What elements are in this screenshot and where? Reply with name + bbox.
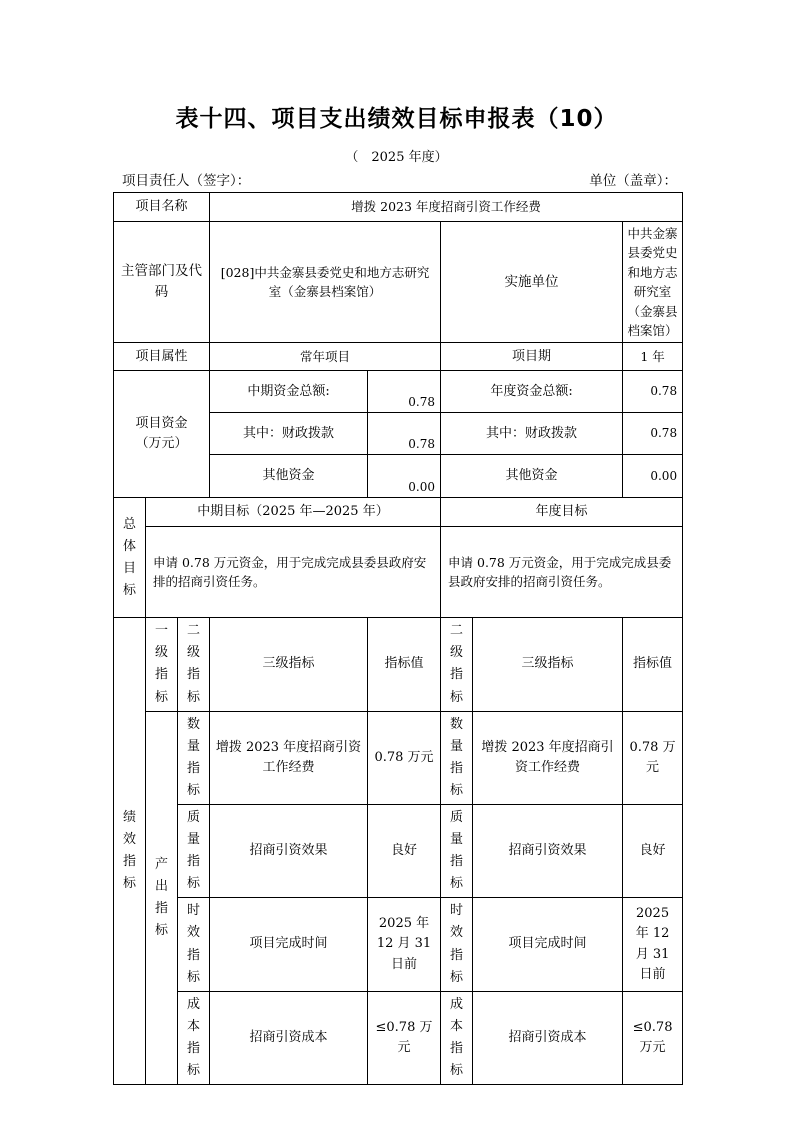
indicator-row (114, 711, 683, 804)
page-title: 表十四、项目支出绩效目标申报表（10） (175, 106, 618, 132)
project-period-value: 1 年 (623, 343, 683, 371)
annual-total-label: 年度资金总额: (441, 371, 623, 413)
goal-header-row (114, 498, 683, 527)
project-attribute-value: 常年项目 (210, 343, 441, 371)
annual-value-cell: 2025 年 12 月 31 日前 (623, 898, 683, 991)
mid-total-row (114, 371, 683, 413)
annual-value-cell: 良好 (623, 805, 683, 898)
annual-level2-cell: 时效指标 (441, 898, 473, 991)
indicator-header-row (114, 618, 683, 711)
annual-fiscal-label: 其中：财政拨款 (441, 413, 623, 455)
output-indicator-label: 产出指标 (146, 711, 178, 1085)
annual-level3-cell: 增拨 2023 年度招商引资工作经费 (473, 711, 623, 804)
goal-text-row (114, 527, 683, 618)
unit-seal-label: 单位（盖章）： (589, 173, 677, 189)
mid-total-label: 中期资金总额: (210, 371, 368, 413)
mid-value-cell: 良好 (368, 805, 441, 898)
mid-level3-cell: 项目完成时间 (210, 898, 368, 991)
mid-level2-cell: 成本指标 (178, 991, 210, 1084)
indicator-row (114, 991, 683, 1084)
level1-header: 一级指标 (146, 618, 178, 711)
mid-level2-header: 二级指标 (178, 618, 210, 711)
annual-level2-header: 二级指标 (441, 618, 473, 711)
annual-level3-cell: 招商引资效果 (473, 805, 623, 898)
annual-level3-cell: 项目完成时间 (473, 898, 623, 991)
project-name-row (114, 193, 683, 222)
project-attribute-label: 项目属性 (114, 343, 210, 371)
mid-level3-cell: 招商引资成本 (210, 991, 368, 1084)
implementing-unit-label: 实施单位 (441, 222, 623, 343)
mid-goal-text: 申请 0.78 万元资金，用于完成完成县委县政府安排的招商引资任务。 (146, 527, 441, 618)
department-value: [028]中共金寨县委党史和地方志研究室（金寨县档案馆） (210, 222, 441, 343)
mid-level2-cell: 数量指标 (178, 711, 210, 804)
department-row (114, 222, 683, 343)
year-line: （ 2025 年度） (345, 150, 448, 165)
annual-fiscal-value: 0.78 (623, 413, 683, 455)
mid-value-cell: 2025 年 12 月 31 日前 (368, 898, 441, 991)
mid-level2-cell: 时效指标 (178, 898, 210, 991)
project-name-label: 项目名称 (114, 193, 210, 222)
mid-level3-header: 三级指标 (210, 618, 368, 711)
mid-other-value: 0.00 (368, 455, 441, 498)
project-period-label: 项目期 (441, 343, 623, 371)
performance-goal-table (113, 192, 683, 1085)
annual-level2-cell: 成本指标 (441, 991, 473, 1084)
attribute-row (114, 343, 683, 371)
annual-other-value: 0.00 (623, 455, 683, 498)
mid-goal-header: 中期目标（2025 年—2025 年） (146, 498, 441, 527)
mid-value-cell: ≤0.78 万元 (368, 991, 441, 1084)
annual-total-value: 0.78 (623, 371, 683, 413)
overall-goal-label: 总体目标 (114, 498, 146, 618)
mid-fiscal-value: 0.78 (368, 413, 441, 455)
annual-indicator-value-header: 指标值 (623, 618, 683, 711)
mid-other-label: 其他资金 (210, 455, 368, 498)
annual-goal-header: 年度目标 (441, 498, 683, 527)
mid-level3-cell: 增拨 2023 年度招商引资工作经费 (210, 711, 368, 804)
mid-total-value: 0.78 (368, 371, 441, 413)
mid-indicator-value-header: 指标值 (368, 618, 441, 711)
department-label: 主管部门及代码 (114, 222, 210, 343)
annual-level3-header: 三级指标 (473, 618, 623, 711)
mid-value-cell: 0.78 万元 (368, 711, 441, 804)
annual-value-cell: ≤0.78 万元 (623, 991, 683, 1084)
implementing-unit-value: 中共金寨县委党史和地方志研究室（金寨县档案馆） (623, 222, 683, 343)
annual-level3-cell: 招商引资成本 (473, 991, 623, 1084)
annual-value-cell: 0.78 万元 (623, 711, 683, 804)
indicator-row (114, 805, 683, 898)
project-name-value: 增拨 2023 年度招商引资工作经费 (210, 193, 683, 222)
annual-other-label: 其他资金 (441, 455, 623, 498)
indicator-row (114, 898, 683, 991)
mid-fiscal-label: 其中：财政拨款 (210, 413, 368, 455)
annual-level2-cell: 质量指标 (441, 805, 473, 898)
mid-level3-cell: 招商引资效果 (210, 805, 368, 898)
annual-level2-cell: 数量指标 (441, 711, 473, 804)
annual-goal-text: 申请 0.78 万元资金，用于完成完成县委县政府安排的招商引资任务。 (441, 527, 683, 618)
mid-level2-cell: 质量指标 (178, 805, 210, 898)
performance-indicators-label: 绩效指标 (114, 618, 146, 1085)
project-funds-label: 项目资金（万元） (114, 371, 210, 498)
responsible-person-label: 项目责任人（签字）： (122, 173, 251, 189)
